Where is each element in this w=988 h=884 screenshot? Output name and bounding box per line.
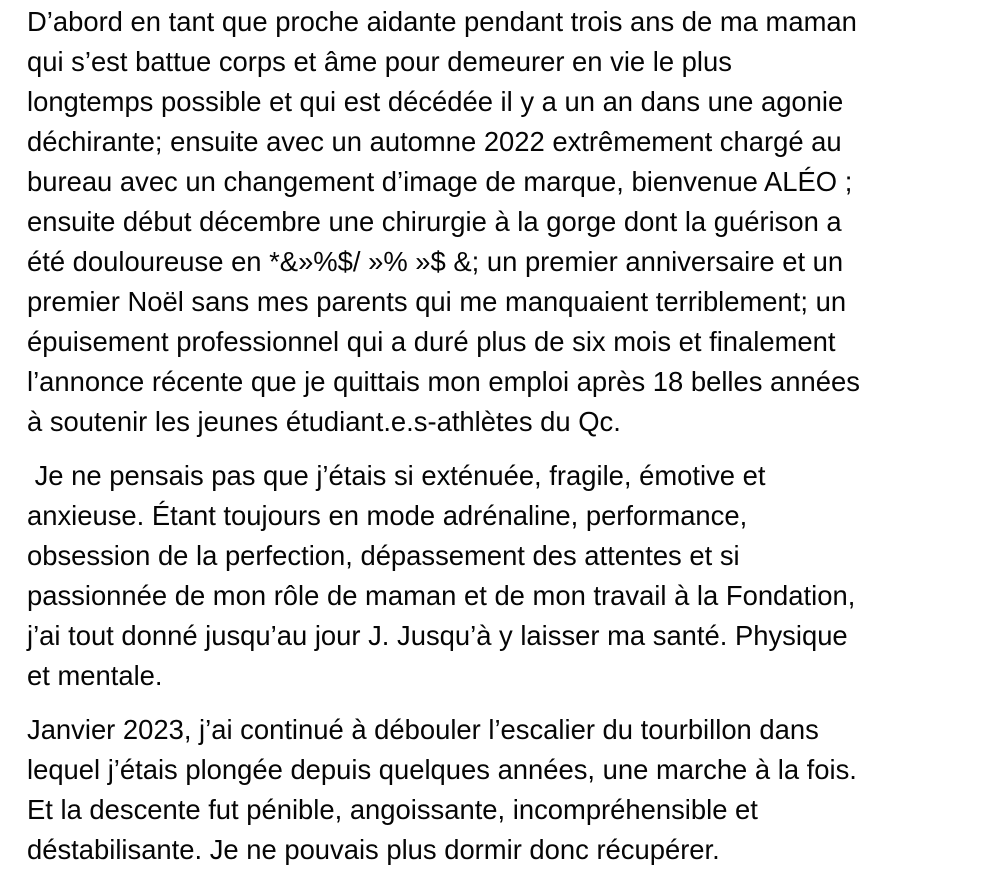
text-line: déchirante; ensuite avec un automne 2022 extrêmement chargé au: [27, 126, 842, 157]
text-line: et mentale.: [27, 660, 163, 691]
text-line: épuisement professionnel qui a duré plus de six mois et finalement: [27, 326, 836, 357]
paragraph-3: [27, 710, 977, 870]
text-line: obsession de la perfection, dépassement des attentes et si: [27, 540, 740, 571]
text-line: été douloureuse en *&»%$/ »% »$ &; un premier anniversaire et un: [27, 246, 844, 277]
text-line: D’abord en tant que proche aidante pendant trois ans de ma maman: [27, 6, 857, 37]
text-line: lequel j’étais plongée depuis quelques années, une marche à la fois.: [27, 754, 857, 785]
paragraph-1: [27, 2, 977, 442]
text-line: Je ne pensais pas que j’étais si exténuée, fragile, émotive et: [27, 460, 766, 491]
text-line: déstabilisante. Je ne pouvais plus dormir donc récupérer.: [27, 834, 720, 865]
text-line: Et la descente fut pénible, angoissante, incompréhensible et: [27, 794, 758, 825]
text-line: anxieuse. Étant toujours en mode adrénaline, performance,: [27, 500, 748, 531]
text-line: l’annonce récente que je quittais mon emploi après 18 belles années: [27, 366, 860, 397]
paragraph-2: [27, 456, 977, 696]
text-line: à soutenir les jeunes étudiant.e.s-athlètes du Qc.: [27, 406, 621, 437]
text-line: ensuite début décembre une chirurgie à la gorge dont la guérison a: [27, 206, 842, 237]
text-line: j’ai tout donné jusqu’au jour J. Jusqu’à y laisser ma santé. Physique: [27, 620, 848, 651]
text-line: Janvier 2023, j’ai continué à débouler l’escalier du tourbillon dans: [27, 714, 819, 745]
text-line: passionnée de mon rôle de maman et de mon travail à la Fondation,: [27, 580, 856, 611]
text-line: premier Noël sans mes parents qui me manquaient terriblement; un: [27, 286, 847, 317]
post-text: [27, 0, 977, 884]
text-line: qui s’est battue corps et âme pour demeurer en vie le plus: [27, 46, 732, 77]
text-line: longtemps possible et qui est décédée il y a un an dans une agonie: [27, 86, 844, 117]
text-line: bureau avec un changement d’image de marque, bienvenue ALÉO ;: [27, 166, 853, 197]
